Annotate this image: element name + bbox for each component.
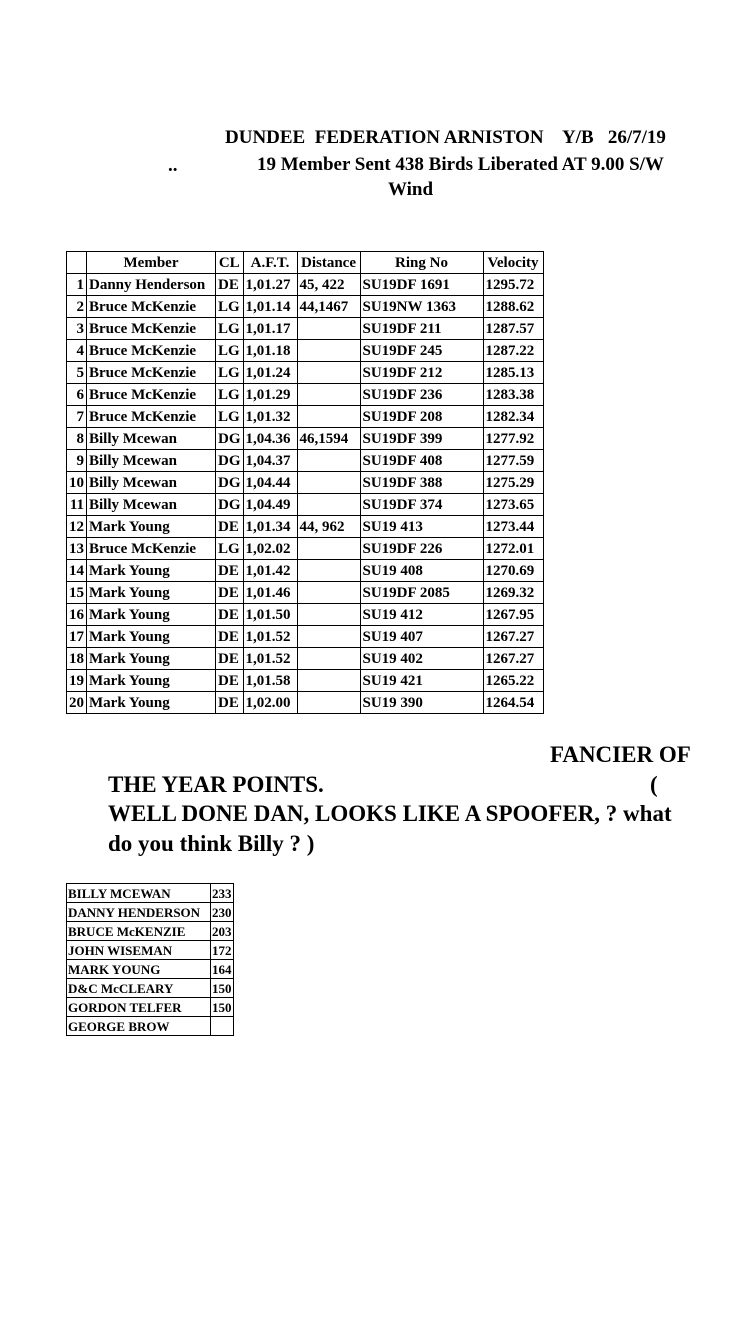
points-value: 230 (212, 904, 232, 920)
points-value: 233 (212, 885, 232, 901)
cell-aft: 1,04.49 (243, 494, 297, 516)
cell-cl: DE (216, 648, 244, 670)
cell-cl: DE (216, 582, 244, 604)
cell-aft: 1,02.02 (243, 538, 297, 560)
cell-ring: SU19 390 (360, 692, 483, 714)
cell-distance (297, 362, 360, 384)
cell-pos: 1 (67, 274, 87, 296)
cell-ring: SU19 407 (360, 626, 483, 648)
fancier-comment-2: do you think Billy ? ) (108, 831, 315, 856)
cell-member: Mark Young (87, 670, 216, 692)
cell-cl: DE (216, 274, 244, 296)
cell-ring: SU19DF 399 (360, 428, 483, 450)
table-row (67, 538, 544, 560)
cell-pos: 16 (67, 604, 87, 626)
table-row (67, 406, 544, 428)
cell-aft: 1,04.37 (243, 450, 297, 472)
points-row (67, 979, 234, 998)
cell-distance (297, 318, 360, 340)
cell-aft: 1,01.34 (243, 516, 297, 538)
cell-cl: DE (216, 670, 244, 692)
cell-ring: SU19DF 211 (360, 318, 483, 340)
cell-cl: LG (216, 538, 244, 560)
cell-distance (297, 340, 360, 362)
points-value: 150 (212, 980, 232, 996)
points-name: GORDON TELFER (67, 998, 211, 1017)
col-header-pos (67, 252, 87, 274)
points-name: DANNY HENDERSON (67, 903, 211, 922)
cell-aft: 1,01.17 (243, 318, 297, 340)
cell-cl: LG (216, 362, 244, 384)
cell-cl: DE (216, 626, 244, 648)
cell-velocity: 1295.72 (483, 274, 543, 296)
cell-pos: 13 (67, 538, 87, 560)
cell-distance (297, 560, 360, 582)
cell-velocity: 1285.13 (483, 362, 543, 384)
cell-ring: SU19DF 2085 (360, 582, 483, 604)
cell-distance (297, 670, 360, 692)
cell-cl: LG (216, 318, 244, 340)
cell-aft: 1,01.50 (243, 604, 297, 626)
cell-velocity: 1264.54 (483, 692, 543, 714)
cell-ring: SU19DF 388 (360, 472, 483, 494)
cell-ring: SU19DF 208 (360, 406, 483, 428)
cell-aft: 1,01.46 (243, 582, 297, 604)
cell-velocity: 1287.22 (483, 340, 543, 362)
table-row (67, 296, 544, 318)
cell-pos: 15 (67, 582, 87, 604)
cell-cl: DE (216, 604, 244, 626)
cell-aft: 1,01.52 (243, 648, 297, 670)
cell-ring: SU19DF 236 (360, 384, 483, 406)
cell-distance (297, 450, 360, 472)
points-value: 172 (212, 942, 232, 958)
points-value: 203 (212, 923, 232, 939)
points-value: 150 (212, 999, 232, 1015)
results-body (67, 274, 544, 714)
cell-velocity: 1287.57 (483, 318, 543, 340)
cell-member: Bruce McKenzie (87, 538, 216, 560)
cell-member: Billy Mcewan (87, 494, 216, 516)
cell-cl: DE (216, 560, 244, 582)
report-subtitle: 19 Member Sent 438 Birds Liberated AT 9.00 S/W (257, 154, 664, 175)
cell-pos: 9 (67, 450, 87, 472)
cell-distance: 44,1467 (297, 296, 360, 318)
results-table (66, 251, 544, 714)
cell-distance: 46,1594 (297, 428, 360, 450)
cell-member: Bruce McKenzie (87, 384, 216, 406)
cell-velocity: 1277.92 (483, 428, 543, 450)
cell-member: Billy Mcewan (87, 428, 216, 450)
cell-distance (297, 472, 360, 494)
table-row (67, 472, 544, 494)
results-header-row (67, 252, 544, 274)
table-row (67, 274, 544, 296)
cell-aft: 1,04.44 (243, 472, 297, 494)
cell-member: Bruce McKenzie (87, 296, 216, 318)
cell-distance: 44, 962 (297, 516, 360, 538)
cell-aft: 1,01.32 (243, 406, 297, 428)
cell-velocity: 1275.29 (483, 472, 543, 494)
cell-member: Bruce McKenzie (87, 406, 216, 428)
cell-distance (297, 582, 360, 604)
cell-aft: 1,01.27 (243, 274, 297, 296)
cell-aft: 1,01.29 (243, 384, 297, 406)
cell-aft: 1,01.18 (243, 340, 297, 362)
cell-velocity: 1282.34 (483, 406, 543, 428)
points-row (67, 941, 234, 960)
points-name: MARK YOUNG (67, 960, 211, 979)
cell-ring: SU19DF 408 (360, 450, 483, 472)
table-row (67, 450, 544, 472)
cell-pos: 5 (67, 362, 87, 384)
cell-aft: 1,04.36 (243, 428, 297, 450)
points-body (67, 884, 234, 1036)
table-row (67, 384, 544, 406)
cell-ring: SU19 421 (360, 670, 483, 692)
cell-distance (297, 648, 360, 670)
cell-distance (297, 692, 360, 714)
points-row (67, 1017, 234, 1036)
points-row (67, 922, 234, 941)
cell-velocity: 1267.95 (483, 604, 543, 626)
cell-member: Mark Young (87, 516, 216, 538)
cell-pos: 3 (67, 318, 87, 340)
points-name: D&C McCLEARY (67, 979, 211, 998)
points-value: 164 (212, 961, 232, 977)
table-row (67, 648, 544, 670)
cell-member: Danny Henderson (87, 274, 216, 296)
cell-pos: 18 (67, 648, 87, 670)
cell-pos: 7 (67, 406, 87, 428)
cell-velocity: 1277.59 (483, 450, 543, 472)
cell-pos: 12 (67, 516, 87, 538)
table-row (67, 516, 544, 538)
cell-cl: LG (216, 384, 244, 406)
cell-pos: 2 (67, 296, 87, 318)
cell-member: Mark Young (87, 692, 216, 714)
cell-velocity: 1267.27 (483, 648, 543, 670)
fancier-heading-2: THE YEAR POINTS. (108, 772, 324, 797)
cell-velocity: 1283.38 (483, 384, 543, 406)
col-header-member: Member (87, 252, 216, 274)
cell-member: Mark Young (87, 648, 216, 670)
col-header-cl: CL (216, 252, 244, 274)
cell-velocity: 1267.27 (483, 626, 543, 648)
cell-ring: SU19 413 (360, 516, 483, 538)
table-row (67, 428, 544, 450)
cell-pos: 19 (67, 670, 87, 692)
table-row (67, 318, 544, 340)
cell-ring: SU19 408 (360, 560, 483, 582)
cell-velocity: 1270.69 (483, 560, 543, 582)
fancier-paren: ( (650, 772, 658, 797)
cell-cl: LG (216, 296, 244, 318)
points-row (67, 884, 234, 903)
table-row (67, 604, 544, 626)
cell-pos: 8 (67, 428, 87, 450)
cell-member: Mark Young (87, 560, 216, 582)
cell-cl: DG (216, 450, 244, 472)
cell-velocity: 1269.32 (483, 582, 543, 604)
cell-pos: 14 (67, 560, 87, 582)
cell-cl: LG (216, 340, 244, 362)
cell-pos: 20 (67, 692, 87, 714)
points-row (67, 998, 234, 1017)
cell-distance: 45, 422 (297, 274, 360, 296)
cell-velocity: 1273.44 (483, 516, 543, 538)
cell-velocity: 1273.65 (483, 494, 543, 516)
cell-member: Bruce McKenzie (87, 340, 216, 362)
cell-velocity: 1288.62 (483, 296, 543, 318)
cell-ring: SU19DF 1691 (360, 274, 483, 296)
table-row (67, 560, 544, 582)
points-row (67, 903, 234, 922)
table-row (67, 670, 544, 692)
cell-aft: 1,01.14 (243, 296, 297, 318)
points-name: BILLY MCEWAN (67, 884, 211, 903)
points-name: JOHN WISEMAN (67, 941, 211, 960)
cell-pos: 17 (67, 626, 87, 648)
subtitle-prefix: .. (168, 155, 178, 176)
cell-aft: 1,02.00 (243, 692, 297, 714)
table-row (67, 494, 544, 516)
points-row (67, 960, 234, 979)
fancier-comment-1: WELL DONE DAN, LOOKS LIKE A SPOOFER, ? what (108, 801, 672, 826)
report-subtitle-cont: Wind (388, 179, 434, 200)
cell-distance (297, 604, 360, 626)
col-header-ring: Ring No (360, 252, 483, 274)
table-row (67, 362, 544, 384)
cell-distance (297, 538, 360, 560)
col-header-velocity: Velocity (483, 252, 543, 274)
cell-cl: DG (216, 494, 244, 516)
cell-pos: 11 (67, 494, 87, 516)
cell-cl: DG (216, 472, 244, 494)
points-name: BRUCE McKENZIE (67, 922, 211, 941)
cell-pos: 4 (67, 340, 87, 362)
cell-member: Mark Young (87, 604, 216, 626)
cell-ring: SU19 402 (360, 648, 483, 670)
cell-cl: DG (216, 428, 244, 450)
cell-distance (297, 384, 360, 406)
col-header-aft: A.F.T. (243, 252, 297, 274)
cell-ring: SU19DF 226 (360, 538, 483, 560)
cell-aft: 1,01.24 (243, 362, 297, 384)
cell-member: Billy Mcewan (87, 472, 216, 494)
cell-pos: 6 (67, 384, 87, 406)
cell-member: Billy Mcewan (87, 450, 216, 472)
report-title: DUNDEE FEDERATION ARNISTON Y/B 26/7/19 (225, 127, 666, 148)
cell-aft: 1,01.58 (243, 670, 297, 692)
cell-cl: DE (216, 692, 244, 714)
cell-ring: SU19DF 212 (360, 362, 483, 384)
cell-pos: 10 (67, 472, 87, 494)
cell-ring: SU19NW 1363 (360, 296, 483, 318)
cell-cl: LG (216, 406, 244, 428)
points-table (66, 883, 234, 1036)
cell-member: Mark Young (87, 582, 216, 604)
cell-distance (297, 494, 360, 516)
cell-velocity: 1265.22 (483, 670, 543, 692)
cell-cl: DE (216, 516, 244, 538)
cell-distance (297, 626, 360, 648)
cell-aft: 1,01.42 (243, 560, 297, 582)
cell-member: Bruce McKenzie (87, 318, 216, 340)
table-row (67, 340, 544, 362)
col-header-distance: Distance (297, 252, 360, 274)
table-row (67, 692, 544, 714)
points-value (211, 1017, 234, 1036)
points-name: GEORGE BROW (67, 1017, 211, 1036)
cell-aft: 1,01.52 (243, 626, 297, 648)
cell-distance (297, 406, 360, 428)
cell-member: Bruce McKenzie (87, 362, 216, 384)
cell-member: Mark Young (87, 626, 216, 648)
cell-ring: SU19DF 374 (360, 494, 483, 516)
cell-ring: SU19 412 (360, 604, 483, 626)
table-row (67, 626, 544, 648)
cell-ring: SU19DF 245 (360, 340, 483, 362)
cell-velocity: 1272.01 (483, 538, 543, 560)
fancier-heading-1: FANCIER OF (550, 742, 691, 767)
table-row (67, 582, 544, 604)
